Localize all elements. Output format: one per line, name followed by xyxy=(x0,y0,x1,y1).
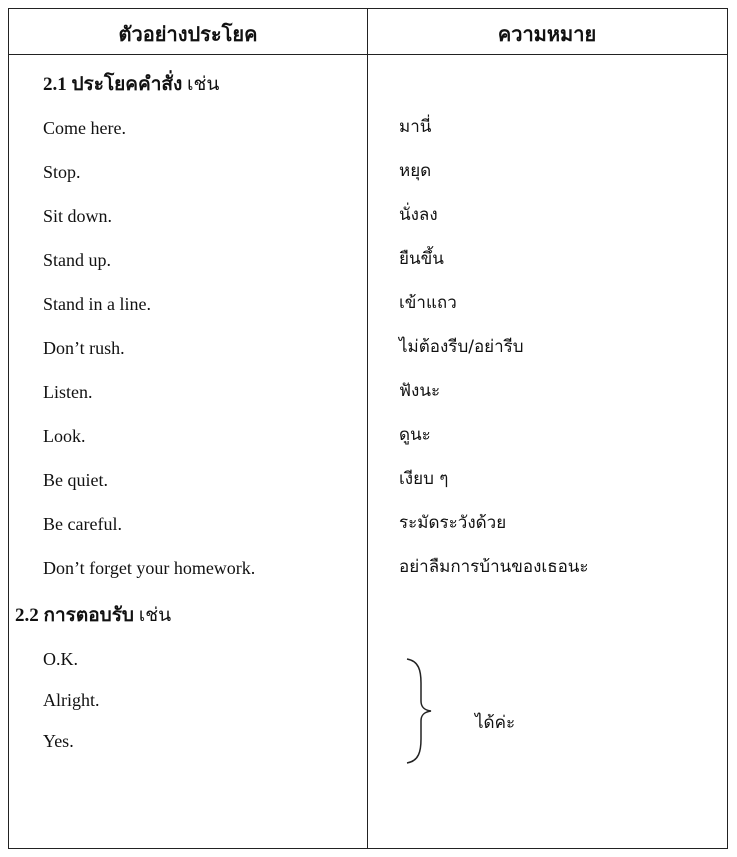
example-row-2: Sit down. xyxy=(43,206,113,226)
meaning-row-3: ยืนขึ้น xyxy=(399,249,444,269)
example-row-0: Come here. xyxy=(43,118,126,138)
example-row-10: Don’t forget your homework. xyxy=(43,558,256,578)
example-row-1: Stop. xyxy=(43,162,81,182)
meaning-row-5: ไม่ต้องรีบ/อย่ารีบ xyxy=(399,337,524,357)
meaning-row-0: มานี่ xyxy=(399,117,432,137)
example-row-6: Listen. xyxy=(43,382,93,402)
header-divider xyxy=(9,54,727,55)
meaning-row-8: เงียบ ๆ xyxy=(399,469,449,489)
meaning-row-7: ดูนะ xyxy=(399,425,431,445)
header-examples: ตัวอย่างประโยค xyxy=(118,24,258,46)
meaning-row-1: หยุด xyxy=(399,161,432,181)
curly-brace-icon xyxy=(405,657,435,765)
meaning-row-2: นั่งลง xyxy=(399,205,438,225)
response-row-1: Alright. xyxy=(43,690,100,710)
shared-meaning: ได้ค่ะ xyxy=(475,713,516,733)
example-row-4: Stand in a line. xyxy=(43,294,151,314)
meaning-row-4: เข้าแถว xyxy=(399,293,457,313)
meaning-row-10: อย่าลืมการบ้านของเธอนะ xyxy=(399,557,589,577)
meaning-row-9: ระมัดระวังด้วย xyxy=(399,513,507,533)
meaning-row-6: ฟังนะ xyxy=(399,381,441,401)
column-divider xyxy=(367,9,368,848)
section-heading-responses-tail: เช่น xyxy=(138,605,172,626)
vocabulary-table xyxy=(8,8,728,849)
example-row-5: Don’t rush. xyxy=(43,338,125,358)
example-row-9: Be careful. xyxy=(43,514,122,534)
section-heading-commands-tail: เช่น xyxy=(187,74,220,95)
example-row-3: Stand up. xyxy=(43,250,112,270)
header-meaning: ความหมาย xyxy=(497,24,597,46)
section-heading-commands xyxy=(43,69,219,99)
section-heading-commands-bold: 2.1 ประโยคคำสั่ง xyxy=(43,74,183,95)
response-row-0: O.K. xyxy=(43,649,78,669)
example-row-7: Look. xyxy=(43,426,86,446)
section-heading-responses xyxy=(15,600,171,630)
section-heading-responses-bold: 2.2 การตอบรับ xyxy=(15,605,134,626)
example-row-8: Be quiet. xyxy=(43,470,108,490)
response-row-2: Yes. xyxy=(43,731,74,751)
